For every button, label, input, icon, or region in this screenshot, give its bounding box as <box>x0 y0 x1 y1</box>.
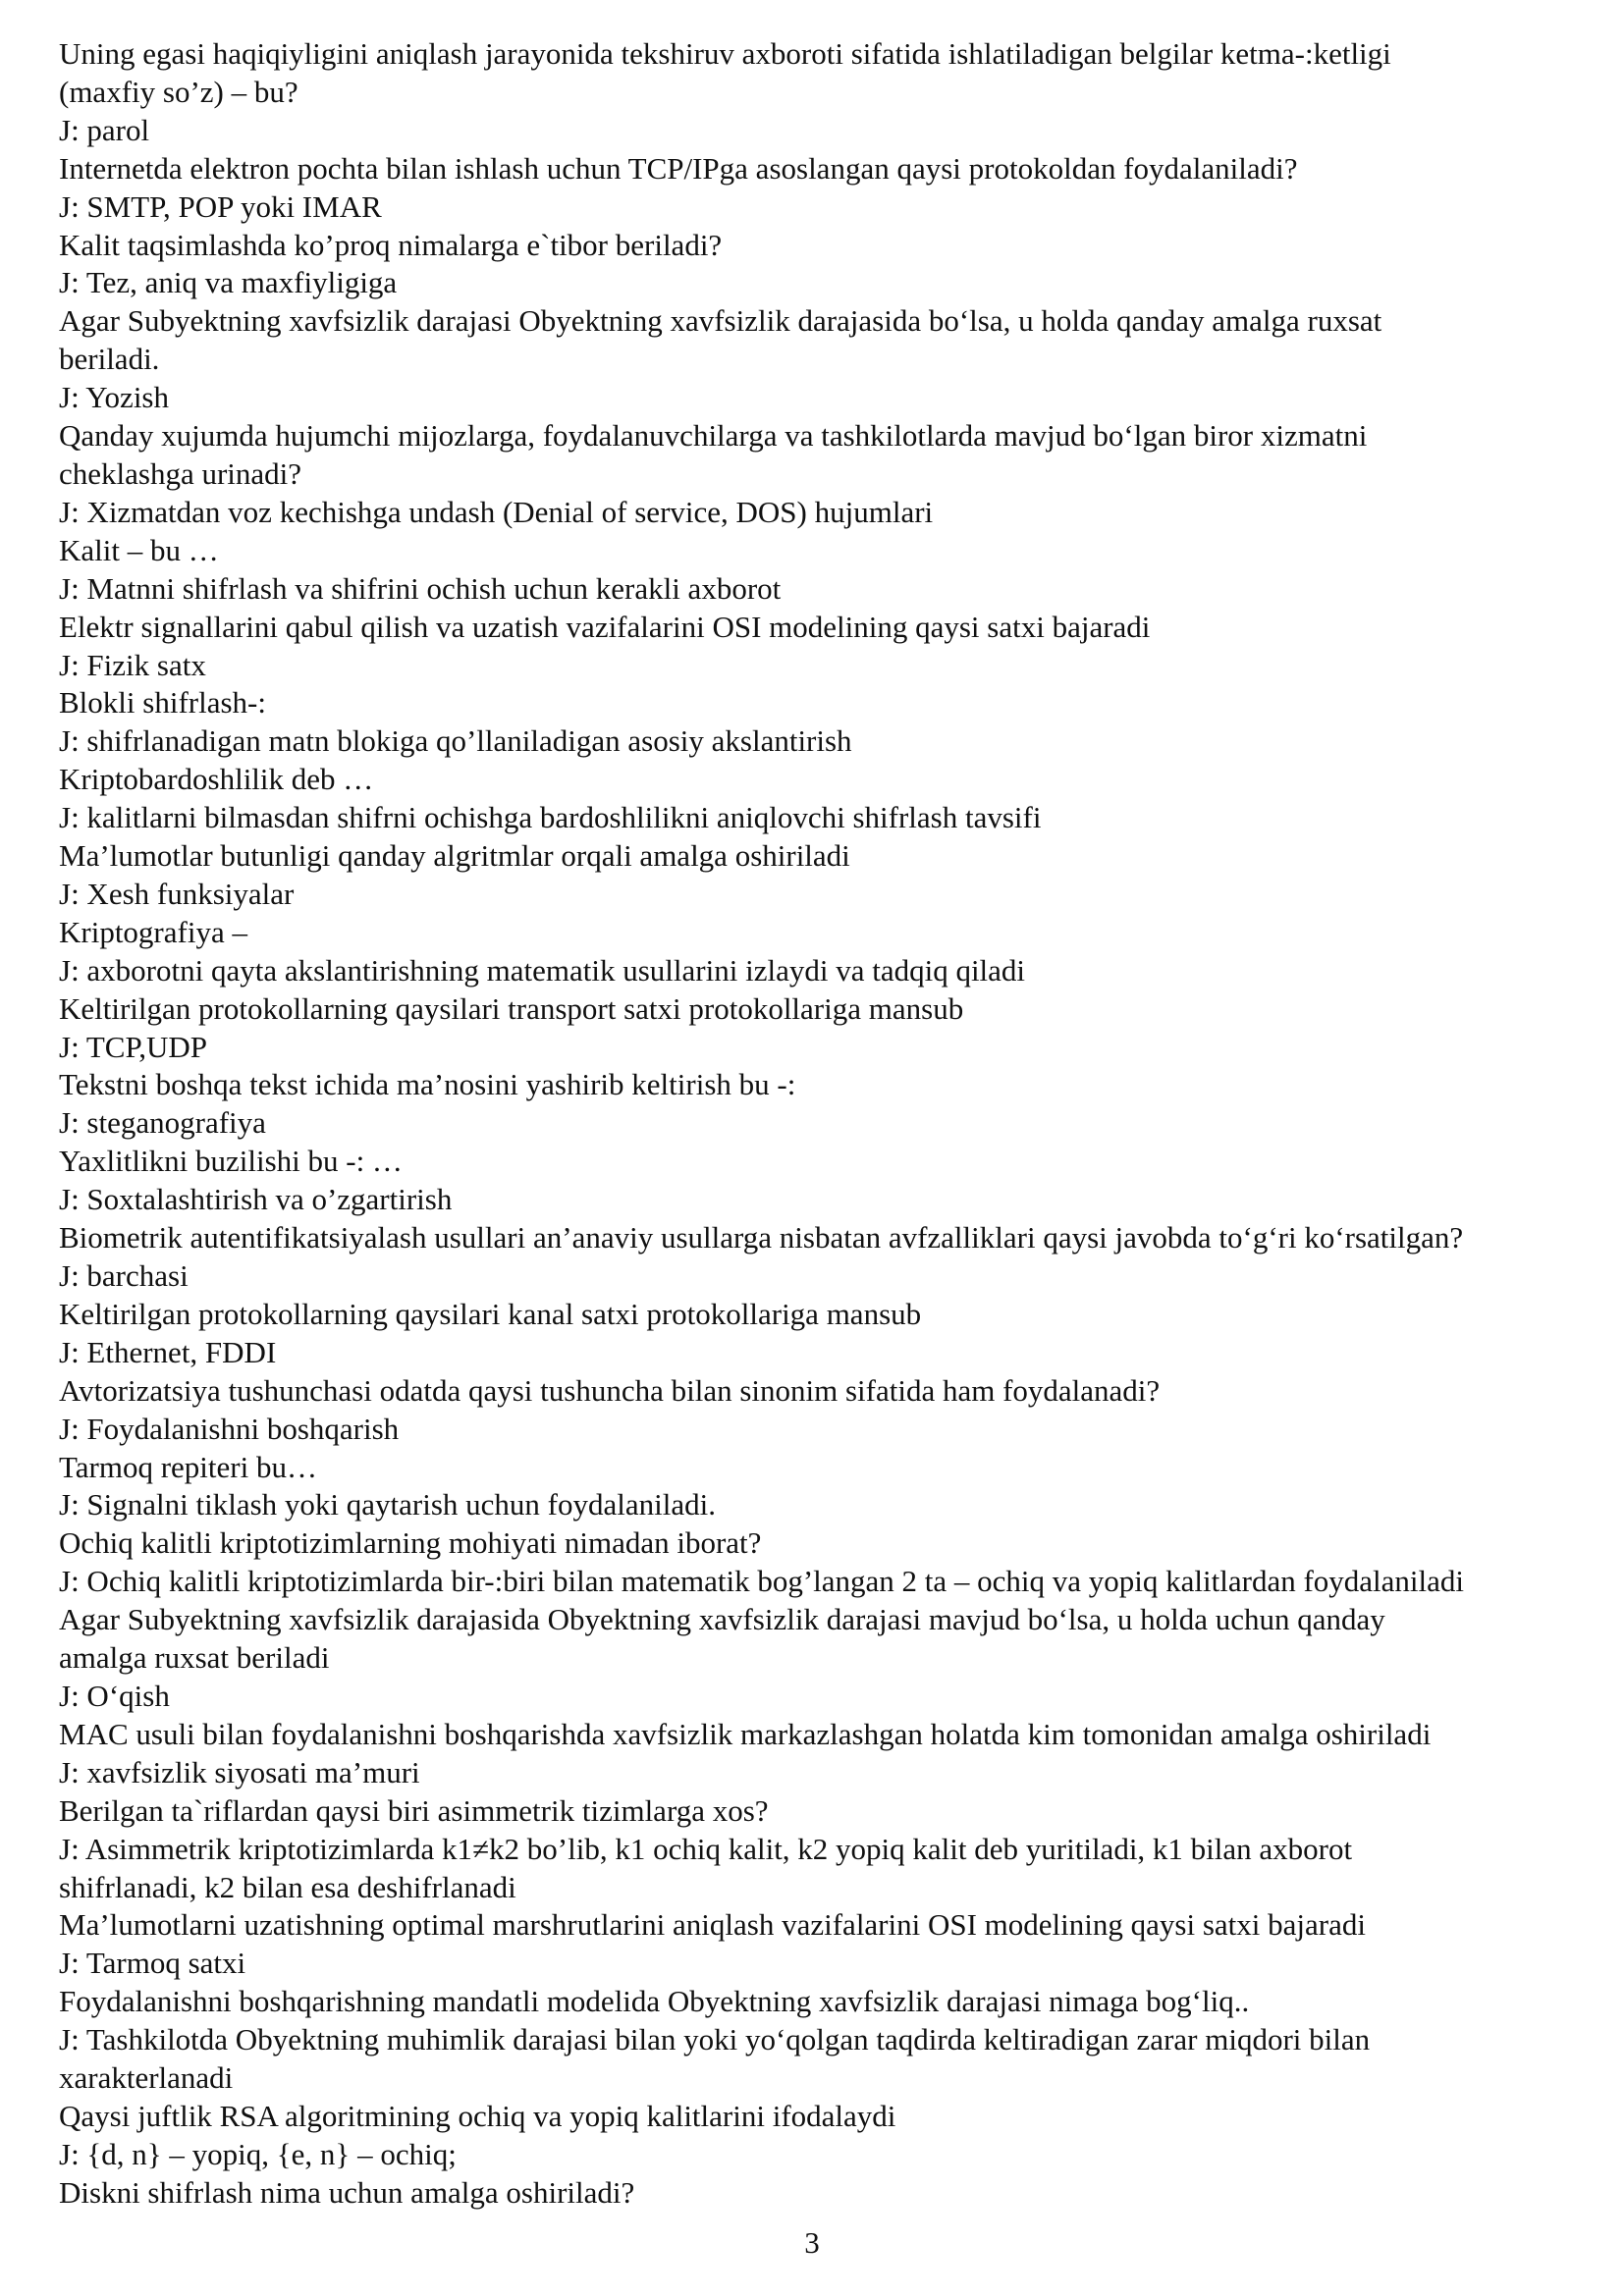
text-line: J: Tarmoq satxi <box>59 1946 246 1981</box>
text-line: J: Fizik satx <box>59 647 206 682</box>
text-line: Keltirilgan protokollarning qaysilari transport satxi protokollariga mansub <box>59 990 964 1026</box>
text-line: Keltirilgan protokollarning qaysilari kanal satxi protokollariga mansub <box>59 1296 922 1331</box>
text-line: Internetda elektron pochta bilan ishlash uchun TCP/IPga asoslangan qaysi protokoldan foydalaniladi? <box>59 150 1298 186</box>
text-line: xarakterlanadi <box>59 2060 234 2096</box>
text-line: J: TCP,UDP <box>59 1029 208 1064</box>
text-line: J: Tez, aniq va maxfiyligiga <box>59 265 398 300</box>
text-line: J: Ochiq kalitli kriptotizimlarda bir-:biri bilan matematik bog’langan 2 ta – ochiq va yopiq kalitlardan foydalaniladi <box>59 1564 1465 1599</box>
text-line: J: xavfsizlik siyosati ma’muri <box>59 1754 420 1789</box>
text-line: J: steganografiya <box>59 1105 266 1141</box>
text-line: Foydalanishni boshqarishning mandatli modelida Obyektning xavfsizlik darajasi nimaga bog‘liq.. <box>59 1984 1250 2019</box>
text-line: J: {d, n} – yopiq, {e, n} – ochiq; <box>59 2136 457 2171</box>
text-line: J: Xizmatdan voz kechishga undash (Denial of service, DOS) hujumlari <box>59 494 934 529</box>
text-line: J: Soxtalashtirish va o’zgartirish <box>59 1182 453 1217</box>
text-line: J: Matnni shifrlash va shifrini ochish uchun kerakli axborot <box>59 570 782 606</box>
text-line: MAC usuli bilan foydalanishni boshqarishda xavfsizlik markazlashgan holatda kim tomonidan amalga oshiriladi <box>59 1716 1432 1751</box>
text-line: J: O‘qish <box>59 1678 170 1713</box>
text-line: J: barchasi <box>59 1258 189 1293</box>
text-line: Ma’lumotlar butunligi qanday algritmlar orqali amalga oshiriladi <box>59 838 850 874</box>
text-line: Qaysi juftlik RSA algoritmining ochiq va yopiq kalitlarini ifodalaydi <box>59 2098 896 2133</box>
text-line: J: axborotni qayta akslantirishning matematik usullarini izlaydi va tadqiq qiladi <box>59 952 1026 988</box>
text-line: cheklashga urinadi? <box>59 455 302 491</box>
text-line: J: Xesh funksiyalar <box>59 876 295 911</box>
text-line: Berilgan ta`riflardan qaysi biri asimmetrik tizimlarga xos? <box>59 1792 769 1828</box>
text-line: Yaxlitlikni buzilishi bu -: … <box>59 1144 403 1179</box>
text-line: Kriptobardoshlilik deb … <box>59 762 374 797</box>
text-line: J: Yozish <box>59 380 169 415</box>
text-line: Elektr signallarini qabul qilish va uzatish vazifalarini OSI modelining qaysi satxi bajaradi <box>59 609 1151 644</box>
text-line: Qanday xujumda hujumchi mijozlarga, foydalanuvchilarga va tashkilotlarda mavjud bo‘lgan biror xizmatni <box>59 418 1368 454</box>
text-line: J: Foydalanishni boshqarish <box>59 1411 400 1446</box>
text-line: Agar Subyektning xavfsizlik darajasi Obyektning xavfsizlik darajasida bo‘lsa, u holda qanday amalga ruxsat <box>59 303 1382 339</box>
text-line: Tarmoq repiteri bu… <box>59 1449 317 1484</box>
text-line: J: shifrlanadigan matn blokiga qo’llaniladigan asosiy akslantirish <box>59 723 852 759</box>
text-line: J: Tashkilotda Obyektning muhimlik darajasi bilan yoki yo‘qolgan taqdirda keltiradigan zarar miqdori bilan <box>59 2022 1371 2057</box>
text-line: Ochiq kalitli kriptotizimlarning mohiyati nimadan iborat? <box>59 1525 762 1561</box>
document-body <box>59 35 1600 2213</box>
text-line: Kalit – bu … <box>59 532 219 567</box>
text-line: (maxfiy so’z) – bu? <box>59 74 298 109</box>
text-line: Tekstni boshqa tekst ichida ma’nosini yashirib keltirish bu -: <box>59 1067 796 1102</box>
text-line: Blokli shifrlash-: <box>59 685 266 721</box>
text-line: J: Ethernet, FDDI <box>59 1334 277 1369</box>
text-line: J: SMTP, POP yoki IMAR <box>59 188 382 224</box>
text-line: amalga ruxsat beriladi <box>59 1640 330 1676</box>
text-line: Avtorizatsiya tushunchasi odatda qaysi tushuncha bilan sinonim sifatida ham foydalanadi? <box>59 1372 1161 1408</box>
text-line: Biometrik autentifikatsiyalash usullari an’anaviy usullarga nisbatan avfzalliklari qaysi javobda to‘g‘ri ko‘rsatilgan? <box>59 1220 1464 1255</box>
text-line: Uning egasi haqiqiyligini aniqlash jarayonida tekshiruv axboroti sifatida ishlatiladigan belgilar ketma-:ketligi <box>59 36 1391 71</box>
text-line: Ma’lumotlarni uzatishning optimal marshrutlarini aniqlash vazifalarini OSI modelining qaysi satxi bajaradi <box>59 1907 1366 1943</box>
text-line: J: Asimmetrik kriptotizimlarda k1≠k2 bo’lib, k1 ochiq kalit, k2 yopiq kalit deb yuritiladi, k1 bilan axborot <box>59 1831 1353 1866</box>
text-line: J: kalitlarni bilmasdan shifrni ochishga bardoshlilikni aniqlovchi shifrlash tavsifi <box>59 800 1042 835</box>
text-line: beriladi. <box>59 342 160 377</box>
text-line: Agar Subyektning xavfsizlik darajasida Obyektning xavfsizlik darajasi mavjud bo‘lsa, u holda uchun qanday <box>59 1602 1385 1637</box>
text-line: Kalit taqsimlashda ko’proq nimalarga e`tibor beriladi? <box>59 227 723 262</box>
text-line: Diskni shifrlash nima uchun amalga oshiriladi? <box>59 2174 635 2210</box>
page-number: 3 <box>804 2225 820 2260</box>
text-line: J: Signalni tiklash yoki qaytarish uchun foydalaniladi. <box>59 1487 716 1522</box>
text-line: J: parol <box>59 112 150 147</box>
text-line: shifrlanadi, k2 bilan esa deshifrlanadi <box>59 1869 516 1904</box>
text-line: Kriptografiya – <box>59 914 247 949</box>
